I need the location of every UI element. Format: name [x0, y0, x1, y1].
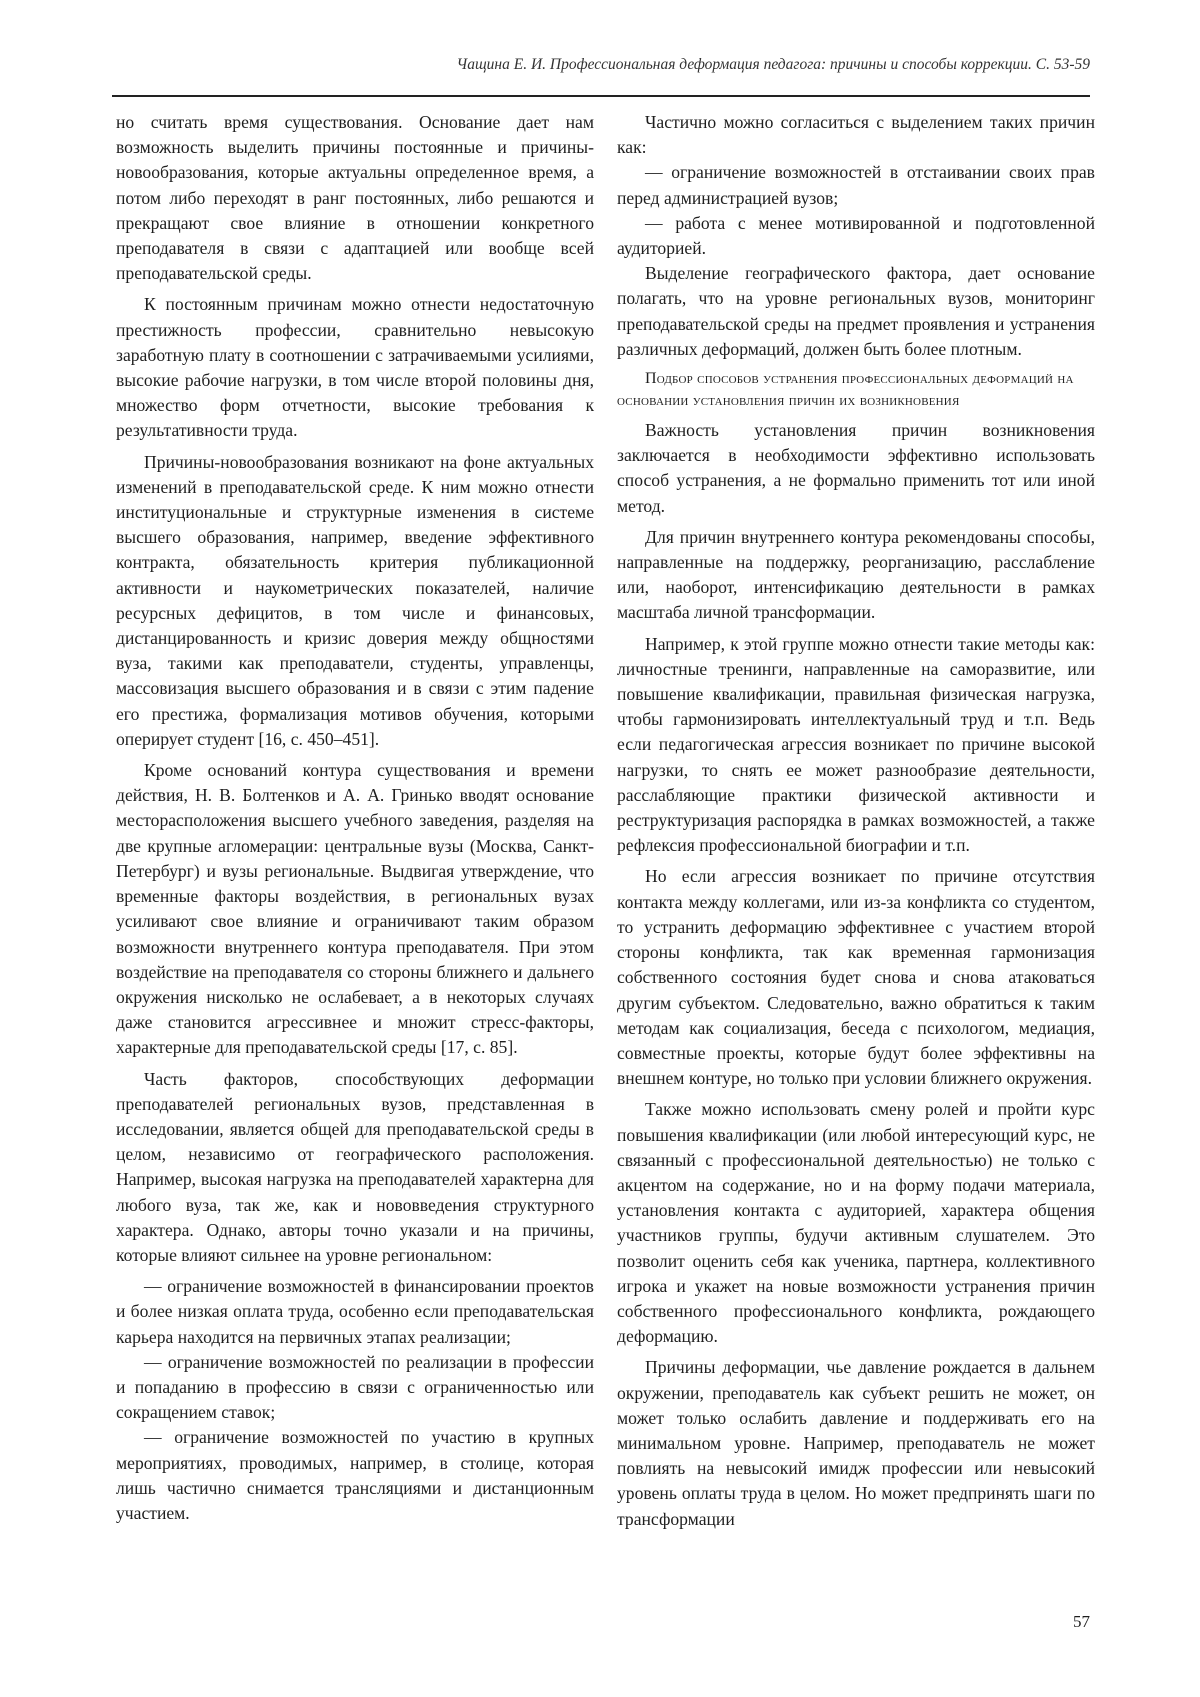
paragraph: но считать время существования. Основание дает нам возможность выделить причины постоянные и причины- новообразования, которые актуальны определенное время, а потом либо переходят в ранг постоянных, либо решаются и прекращают свое влияние в отношении конкретного преподавателя в связи с адаптацией или вообще всей преподавательской среды.: [116, 112, 594, 284]
left-column: [116, 110, 594, 1526]
header-rule: [112, 95, 1090, 97]
paragraph: Важность установления причин возникновения заключается в необходимости эффективно использовать способ устранения, а не формально применить тот или иной метод.: [617, 420, 1095, 516]
paragraph: Часть факторов, способствующих деформации преподавателей региональных вузов, представленная в исследовании, является общей для преподавательской среды в целом, независимо от географического расположения. Например, высокая нагрузка на преподавателей характерна для любого вуза, так же, как и нововведения структурного характера. Однако, авторы точно указали и на причины, которые влияют сильнее на уровне региональном:: [116, 1068, 594, 1265]
list-item: — ограничение возможностей в финансировании проектов и более низкая оплата труда, особенно если преподавательская карьера находится на первичных этапах реализации;: [116, 1276, 594, 1347]
paragraph: Частично можно согласиться с выделением таких причин как:: [617, 112, 1095, 158]
page-number: 57: [1073, 1612, 1090, 1631]
paragraph: Причины-новообразования возникают на фоне актуальных изменений в преподавательской среде. К ним можно отнести институциональные и структурные изменения в системе высшего образования, например, введение эффективного контракта, обязательность критерия публикационной активности и наукометрических показателей, наличие ресурсных дефицитов, в том числе и финансовых, дистанцированность и кризис доверия между общностями вуза, такими как преподаватели, студенты, управленцы, массовизация высшего образования и в связи с этим падение его престижа, формализация мотивов обучения, которыми оперирует студент [16, с. 450–451].: [116, 451, 594, 749]
list-item: — ограничение возможностей по реализации в профессии и попаданию в профессию в связи с ограниченностью или сокращением ставок;: [116, 1351, 594, 1423]
list-item: — работа с менее мотивированной и подготовленной аудиторией.: [617, 212, 1095, 259]
paragraph: Для причин внутреннего контура рекомендованы способы, направленные на поддержку, реорганизацию, расслабление или, наоборот, интенсификацию деятельности в рамках масштаба личной трансформации.: [617, 526, 1095, 623]
list-item: — ограничение возможностей по участию в крупных мероприятиях, проводимых, например, в столице, которая лишь частично снимается трансляциями и дистанционным участием.: [116, 1427, 594, 1523]
paragraph: Также можно использовать смену ролей и пройти курс повышения квалификации (или любой интересующий курс, не связанный с профессиональной деятельностью) не только с акцентом на содержание, но и на форму подачи материала, установления контакта с аудиторией, характера общения участников группы, будучи активным слушателем. Это позволит оценить себя как ученика, партнера, коллективного игрока и укажет на новые возможности устранения причин собственного профессионального конфликта, рождающего деформацию.: [617, 1099, 1095, 1347]
list-item: — ограничение возможностей в отстаивании своих прав перед администрацией вузов;: [617, 162, 1095, 208]
section-heading: Подбор способов устранения профессиональных деформаций на основании установления причин их возникновения: [617, 370, 1074, 410]
paragraph: Причины деформации, чье давление рождается в дальнем окружении, преподаватель как субъект решить не может, он может только ослабить давление и поддерживать его на минимальном уровне. Например, преподаватель не может повлиять на невысокий имидж профессии или невысокий уровень оплаты труда в целом. Но может предпринять шаги по трансформации: [617, 1357, 1095, 1529]
running-title: Чащина Е. И. Профессиональная деформация педагога: причины и способы коррекции. С. 53-59: [456, 56, 1090, 73]
paragraph: Например, к этой группе можно отнести такие методы как: личностные тренинги, направленные на саморазвитие, или повышение квалификации, правильная физическая нагрузка, чтобы гармонизировать интеллектуальный труд и т.п. Ведь если педагогическая агрессия возникает по причине высокой нагрузки, то снять ее может разнообразие деятельности, расслабляющие практики физической активности и реструктуризация распорядка в рамках возможностей, а также рефлексия профессиональной биографии и т.п.: [617, 633, 1095, 856]
paragraph: Но если агрессия возникает по причине отсутствия контакта между коллегами, или из-за конфликта со студентом, то устранить деформацию эффективнее с участием второй стороны конфликта, так как временная гармонизация собственного состояния будет снова и снова атаковаться другим субъектом. Следовательно, важно обратиться к таким методам как социализация, беседа с психологом, медиация, совместные проекты, которые будут более эффективны на внешнем контуре, но только при условии ближнего окружения.: [617, 866, 1095, 1089]
paragraph: К постоянным причинам можно отнести недостаточную престижность профессии, сравнительно невысокую заработную плату в соотношении с затрачиваемыми усилиями, высокие рабочие нагрузки, в том числе второй половины дня, множество форм отчетности, высокие требования к результативности труда.: [116, 294, 594, 441]
right-column: [617, 110, 1095, 1538]
paragraph: Выделение географического фактора, дает основание полагать, что на уровне региональных вузов, мониторинг преподавательской среды на предмет проявления и устранения различных деформаций, должен быть более плотным.: [617, 263, 1095, 359]
paragraph: Кроме оснований контура существования и времени действия, Н. В. Болтенков и А. А. Гринько вводят основание месторасположения высшего учебного заведения, разделяя на две крупные агломерации: центральные вузы (Москва, Санкт-Петербург) и вузы региональные. Выдвигая утверждение, что временные факторы воздействия, в региональных вузах усиливают свое влияние и ограничивают таким образом возможности внутреннего контура преподавателя. При этом воздействие на преподавателя со стороны ближнего и дальнего окружения нисколько не ослабевает, а в некоторых случаях даже становится агрессивнее и множит стресс-факторы, характерные для преподавательской среды [17, с. 85].: [116, 760, 594, 1058]
